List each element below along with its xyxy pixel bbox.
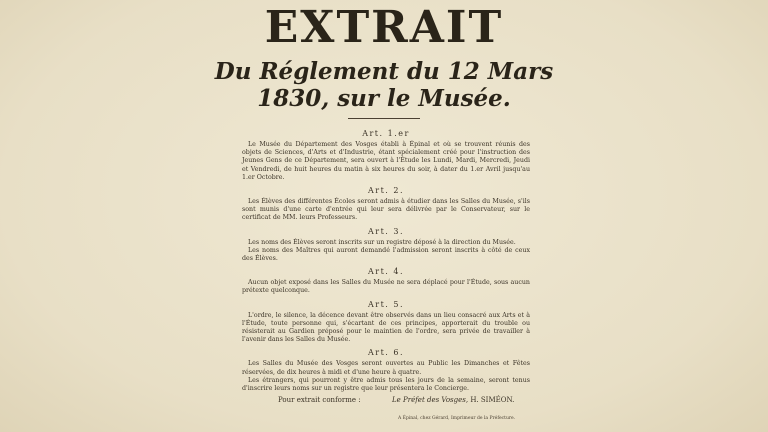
poster-subtitle-line1: Du Réglement du 12 Mars <box>214 58 554 85</box>
article-6-heading: Art. 6. <box>367 348 405 358</box>
article-4-heading: Art. 4. <box>367 267 405 277</box>
article-3-heading: Art. 3. <box>367 226 405 236</box>
poster-title: EXTRAIT <box>264 2 504 53</box>
article-2-heading: Art. 2. <box>367 186 405 196</box>
poster-subtitle-line2: 1830, sur le Musée. <box>257 85 511 112</box>
article-5-heading: Art. 5. <box>367 299 405 309</box>
article-2-text: Les Élèves des différentes Écoles seront admis à étudier dans les Salles du Musée, s'ils sont munis d'une carte d'entrée qui leur sera délivrée par le Conservateur, sur le certificat de MM. leurs Professeurs. <box>242 198 530 222</box>
printer-imprint: A Épinal, chez Gérard, Imprimeur de la Préfecture. <box>398 416 516 421</box>
article-3-text-1: Les noms des Élèves seront inscrits sur un registre déposé à la direction du Musée. <box>248 238 516 246</box>
title-divider <box>348 118 420 119</box>
article-6-text-2: Les étrangers, qui pourront y être admis tous les jours de la semaine, seront tenus d'inscrire leurs noms sur un registre que leur présentera le Concierge. <box>242 376 530 393</box>
article-4-text: Aucun objet exposé dans les Salles du Musée ne sera déplacé pour l'Étude, sous aucun prétexte quelconque. <box>242 279 530 295</box>
article-6-text-1: Les Salles du Musée des Vosges seront ouvertes au Public les Dimanches et Fêtes réservées, de dix heures à midi et d'une heure à quatre. <box>242 360 530 376</box>
articles-body <box>242 125 530 393</box>
article-1-text: Le Musée du Département des Vosges établi à Épinal et où se trouvent réunis des objets de Sciences, d'Arts et d'Industrie, étant spécialement créé pour l'instruction des Jeunes Gens de ce Département, sera ouvert à l'Étude les Lundi, Mardi, Mercredi, Jeudi et Vendredi, de huit heures du matin à six heures du soir, à dater du 1.er Avril jusqu'au 1.er Octobre. <box>242 141 530 181</box>
signature-prefix: Le Préfet des Vosges, <box>392 396 469 404</box>
signature-right <box>392 396 514 404</box>
article-1-heading: Art. 1.er <box>362 129 410 138</box>
article-5-text: L'ordre, le silence, la décence devant être observés dans un lieu consacré aux Arts et à l'Étude, toute personne qui, s'écartant de ces principes, apporterait du trouble ou résisterait au Gardien préposé pour le maintien de l'ordre, sera privée de travailler à l'avenir dans les Salles du Musée. <box>242 311 530 344</box>
article-3-text-2: Les noms des Maîtres qui auront demandé l'admission seront inscrits à côté de ceux des Élèves. <box>242 246 530 263</box>
signature-name: H. SIMÉON. <box>470 396 515 404</box>
signature-left-text: Pour extrait conforme : <box>278 396 361 404</box>
